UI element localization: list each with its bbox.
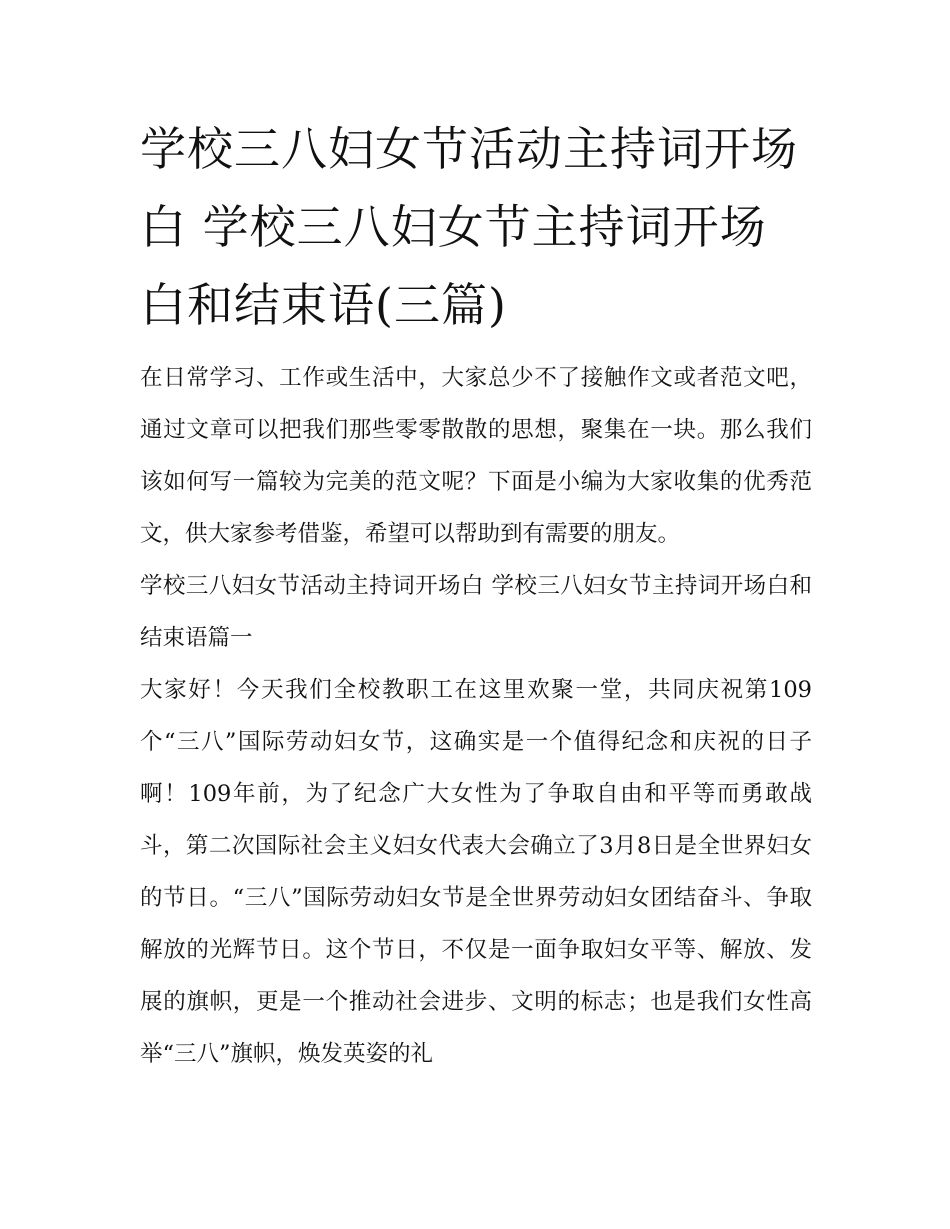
document-page: [140, 110, 812, 1080]
section-heading: 学校三八妇女节活动主持词开场白 学校三八妇女节主持词开场白和结束语篇一: [140, 573, 812, 651]
intro-paragraph: 在日常学习、工作或生活中，大家总少不了接触作文或者范文吧，通过文章可以把我们那些零零散散的思想，聚集在一块。那么我们该如何写一篇较为完美的范文呢？下面是小编为大家收集的优秀范文，供大家参考借鉴，希望可以帮助到有需要的朋友。: [140, 365, 812, 547]
document-title: 学校三八妇女节活动主持词开场白 学校三八妇女节主持词开场白和结束语(三篇): [140, 122, 798, 332]
body-paragraph: 大家好！今天我们全校教职工在这里欢聚一堂，共同庆祝第109个“三八”国际劳动妇女节，这确实是一个值得纪念和庆祝的日子啊！109年前，为了纪念广大女性为了争取自由和平等而勇敢战斗，第二次国际社会主义妇女代表大会确立了3月8日是全世界妇女的节日。“三八”国际劳动妇女节是全世界劳动妇女团结奋斗、争取解放的光辉节日。这个节日，不仅是一面争取妇女平等、解放、发展的旗帜，更是一个推动社会进步、文明的标志；也是我们女性高举“三八”旗帜，焕发英姿的礼: [140, 677, 812, 1067]
